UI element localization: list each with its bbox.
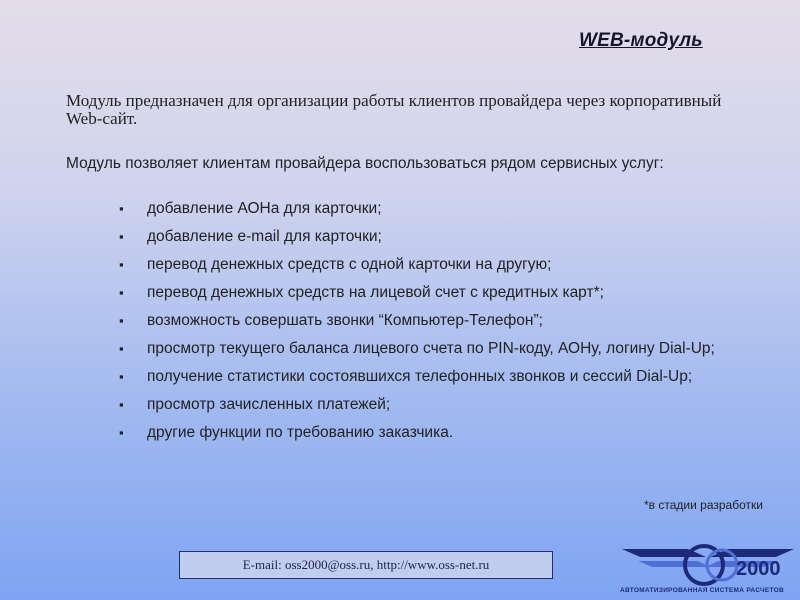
list-item-text: добавление АОНа для карточки; (147, 200, 382, 217)
contact-box: E-mail: oss2000@oss.ru, http://www.oss-net.ru (179, 551, 553, 579)
bullet-icon: ▪ (119, 285, 124, 300)
list-item-text: другие функции по требованию заказчика. (147, 424, 454, 441)
bullet-icon: ▪ (119, 397, 124, 412)
logo-year: 2000 (736, 558, 781, 580)
list-item (119, 226, 727, 247)
services-list (119, 198, 727, 450)
bullet-icon: ▪ (119, 201, 124, 216)
list-item (119, 338, 727, 359)
list-item (119, 422, 727, 443)
list-item (119, 394, 727, 415)
list-item (119, 310, 727, 331)
list-item-text: просмотр текущего баланса лицевого счета по PIN-коду, АОНу, логину Dial-Up; (147, 340, 715, 357)
bullet-icon: ▪ (119, 341, 124, 356)
list-item-text: добавление e-mail для карточки; (147, 228, 382, 245)
list-item-text: перевод денежных средств с одной карточки на другую; (147, 256, 552, 273)
list-item-text: получение статистики состоявшихся телефонных звонков и сессий Dial-Up; (147, 368, 693, 385)
list-item (119, 282, 727, 303)
list-item-text: перевод денежных средств на лицевой счет с кредитных карт*; (147, 284, 604, 301)
list-item (119, 198, 727, 219)
list-item-text: просмотр зачисленных платежей; (147, 396, 391, 413)
bullet-icon: ▪ (119, 425, 124, 440)
page-title: WEB-модуль (579, 30, 703, 51)
bullet-icon: ▪ (119, 313, 124, 328)
intro-paragraph: Модуль предназначен для организации работы клиентов провайдера через корпоративный Web-сайт. (66, 91, 722, 128)
logo-caption: АВТОМАТИЗИРОВАННАЯ СИСТЕМА РАСЧЕТОВ (620, 587, 785, 594)
bullet-icon: ▪ (119, 229, 124, 244)
bullet-icon: ▪ (119, 257, 124, 272)
list-item-text: возможность совершать звонки “Компьютер-Телефон”; (147, 312, 543, 329)
bullet-icon: ▪ (119, 369, 124, 384)
lead-paragraph: Модуль позволяет клиентам провайдера воспользоваться рядом сервисных услуг: (66, 155, 664, 172)
development-note: *в стадии разработки (644, 498, 763, 512)
logo-wing-left-inner (638, 561, 710, 567)
list-item (119, 366, 727, 387)
list-item (119, 254, 727, 275)
